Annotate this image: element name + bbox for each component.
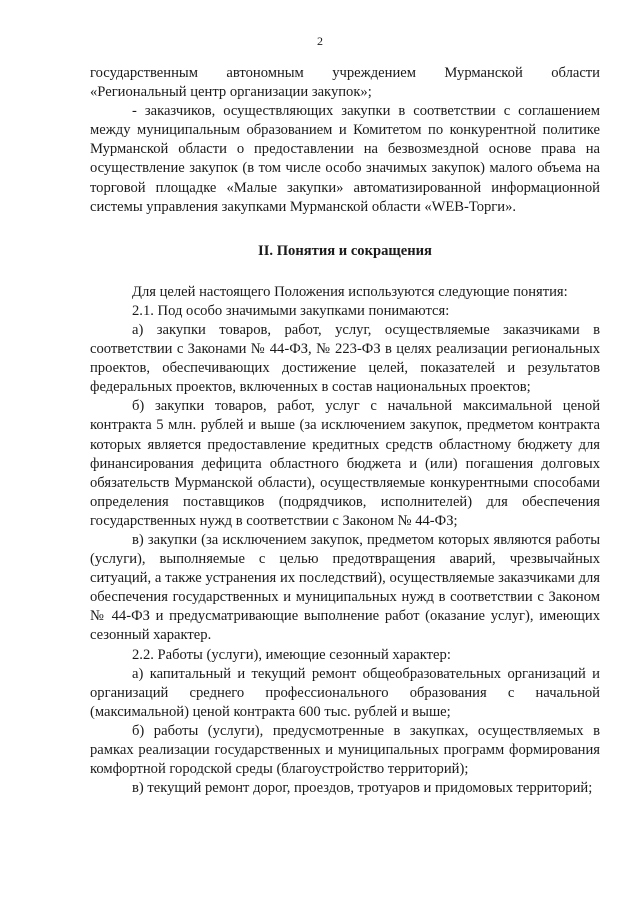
intro-paragraph: - заказчиков, осуществляющих закупки в соответствии с соглашением между муниципальным образованием и Комитетом по конкурентной политике Мурманской области о предоставлении на безвозмездной основе права на осуществление закупок (в том числе особо значимых закупок) малого объема на торговой площадке «Малые закупки» автоматизированной информационной системы управления закупками Мурманской области «WEB-Торги». (90, 103, 600, 215)
body-paragraph: Для целей настоящего Положения используются следующие понятия: (132, 283, 568, 300)
body-paragraph: 2.1. Под особо значимыми закупками понимаются: (132, 302, 450, 319)
body-paragraph: в) текущий ремонт дорог, проездов, тротуаров и придомовых территорий; (132, 780, 593, 797)
body-paragraph: а) закупки товаров, работ, услуг, осуществляемые заказчиками в соответствии с Законами № 44-ФЗ, № 223-ФЗ в целях реализации региональных проектов, обеспечивающих достижение целей, показателей и результатов федеральных проектов, включенных в состав национальных проектов; (90, 321, 600, 396)
section-heading: II. Понятия и сокращения (258, 242, 432, 259)
body-paragraph: 2.2. Работы (услуги), имеющие сезонный характер: (132, 646, 451, 663)
page-number: 2 (317, 34, 323, 48)
body-paragraph: а) капитальный и текущий ремонт общеобразовательных организаций и организаций среднего профессионального образования с начальной (максимальной) ценой контракта 600 тыс. рублей и выше; (90, 665, 600, 720)
intro-paragraph: государственным автономным учреждением Мурманской области «Региональный центр организации закупок»; (90, 65, 600, 101)
document-body (90, 64, 600, 798)
body-paragraph: б) закупки товаров, работ, услуг с начальной максимальной ценой контракта 5 млн. рублей и выше (за исключением закупок, предметом контракта которых является предоставление кредитных средств областному бюджету для финансирования дефицита областного бюджета и (или) погашения долговых обязательств Мурманской области), осуществляемые конкурентными способами определения поставщиков (подрядчиков, исполнителей) для обеспечения государственных нужд в соответствии с Законом № 44-ФЗ; (90, 398, 600, 529)
body-paragraph: б) работы (услуги), предусмотренные в закупках, осуществляемых в рамках реализации государственных и муниципальных программ формирования комфортной городской среды (благоустройство территорий); (90, 722, 600, 778)
body-paragraph: в) закупки (за исключением закупок, предметом которых являются работы (услуги), выполняемые с целью предотвращения аварий, чрезвычайных ситуаций, а также устранения их последствий), осуществляемые заказчиками для обеспечения государственных и муниципальных нужд в соответствии с Законом № 44-ФЗ и предусматривающие выполнение работ (оказание услуг), имеющих сезонный характер. (90, 531, 600, 644)
